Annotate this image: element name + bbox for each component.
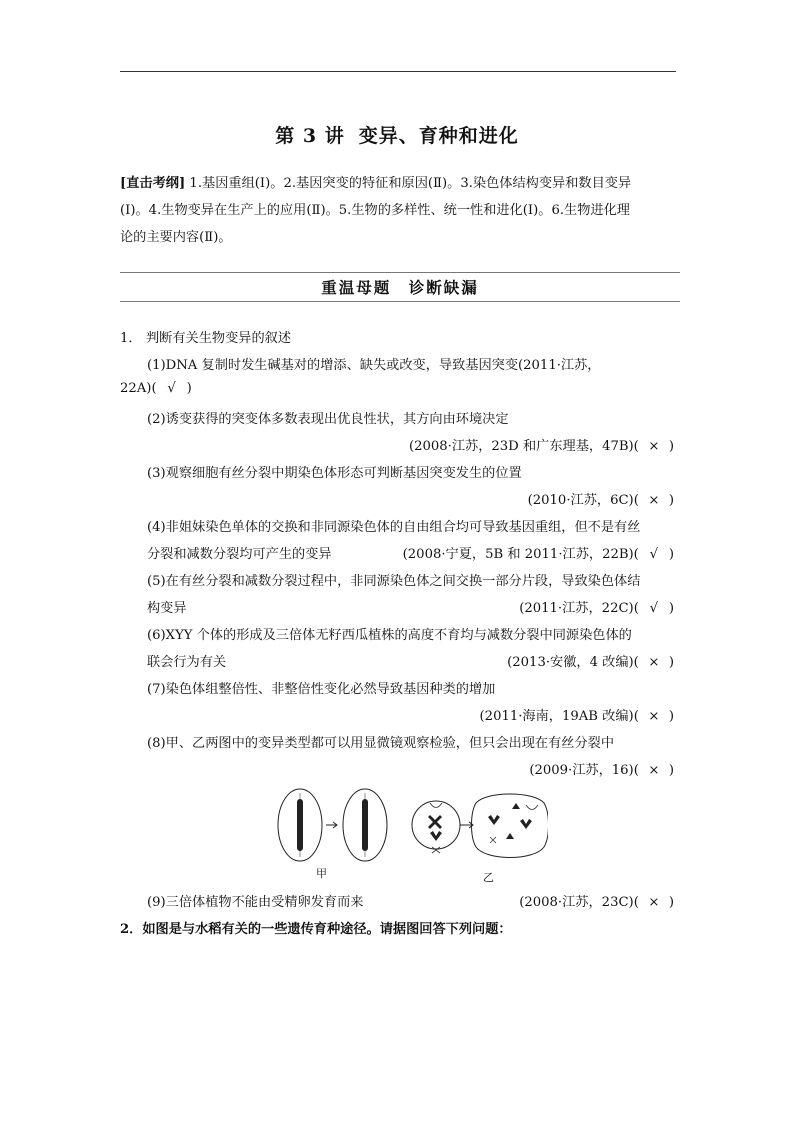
outline-line-1: [直击考纲] 1.基因重组(Ⅰ)。2.基因突变的特征和原因(Ⅱ)。3.染色体结构变异和数目变异 [120,176,632,191]
item-7-line-1: (7)染色体组整倍性、非整倍性变化必然导致基因种类的增加 [147,682,496,697]
answer-mark: × [648,655,660,670]
figure-label-yi: 乙 [483,871,494,884]
outline-line-3: 论的主要内容(Ⅱ)。 [120,230,232,245]
outline-label: [直击考纲] [120,176,186,191]
item-3-line-1: (3)观察细胞有丝分裂中期染色体形态可判断基因突变发生的位置 [147,466,522,481]
lecture-topic: 变异、育种和进化 [358,125,519,147]
item-2-line-1: (2)诱变获得的突变体多数表现出优良性状，其方向由环境决定 [147,412,509,427]
answer-mark: × [648,763,660,778]
item-4-line-2: 分裂和减数分裂均可产生的变异 [147,547,332,562]
item-9-source: (2008·江苏，23C)( × ) [519,895,674,910]
section-header [120,272,680,302]
item-6-source: (2013·安徽，4 改编)( × ) [507,655,674,670]
item-5-source: (2011·江苏，22C)( √ ) [519,601,674,616]
question-number: 1． [120,331,142,346]
item-4-line-1: (4)非姐妹染色单体的交换和非同源染色体的自由组合均可导致基因重组，但不是有丝 [147,520,641,535]
item-5-line-1: (5)在有丝分裂和减数分裂过程中，非同源染色体之间交换一部分片段，导致染色体结 [147,574,641,589]
outline-line-2: (Ⅰ)。4.生物变异在生产上的应用(Ⅱ)。5.生物的多样性、统一性和进化(Ⅰ)。6.生物进化理 [120,203,630,218]
answer-mark: √ [167,381,176,396]
item-8-source: (2009·江苏，16)( × ) [529,763,674,778]
item-7-source: (2011·海南，19AB 改编)( × ) [479,709,674,724]
answer-mark: × [648,895,660,910]
answer-mark: √ [649,547,659,562]
question-2-heading: 2．如图是与水稻有关的一些遗传育种途径。请据图回答下列问题： [120,922,512,937]
page-title [0,121,794,148]
item-6-line-2: 联会行为有关 [147,655,227,670]
item-1-line-2: 22A)( √ ) [120,381,192,396]
header-rule [120,71,676,72]
section-title: 重温母题 诊断缺漏 [321,278,479,297]
item-4-source: (2008·宁夏，5B 和 2011·江苏，22B)( √ ) [402,547,674,562]
exam-outline [120,170,676,251]
answer-mark: √ [649,601,659,616]
item-3-source: (2010·江苏，6C)( × ) [527,493,674,508]
figure-label-jia: 甲 [316,867,327,880]
lecture-number: 第 3 讲 [275,125,345,147]
item-6-line-1: (6)XYY 个体的形成及三倍体无籽西瓜植株的高度不育均与减数分裂中同源染色体的 [147,628,632,643]
item-9-line-1: (9)三倍体植物不能由受精卵发育而来 [147,895,364,910]
answer-mark: × [648,709,660,724]
item-5-line-2: 构变异 [147,601,187,616]
item-8-line-1: (8)甲、乙两图中的变异类型都可以用显微镜观察检验，但只会出现在有丝分裂中 [147,736,615,751]
answer-mark: × [648,493,660,508]
item-1-line-1: (1)DNA 复制时发生碱基对的增添、缺失或改变，导致基因突变(2011·江苏， [147,358,601,373]
question-1-heading: 1． 判断有关生物变异的叙述 [120,327,291,346]
answer-mark: × [648,439,660,454]
cell-division-figure [276,787,548,883]
item-2-source: (2008·江苏，23D 和广东理基，47B)( × ) [408,439,674,454]
